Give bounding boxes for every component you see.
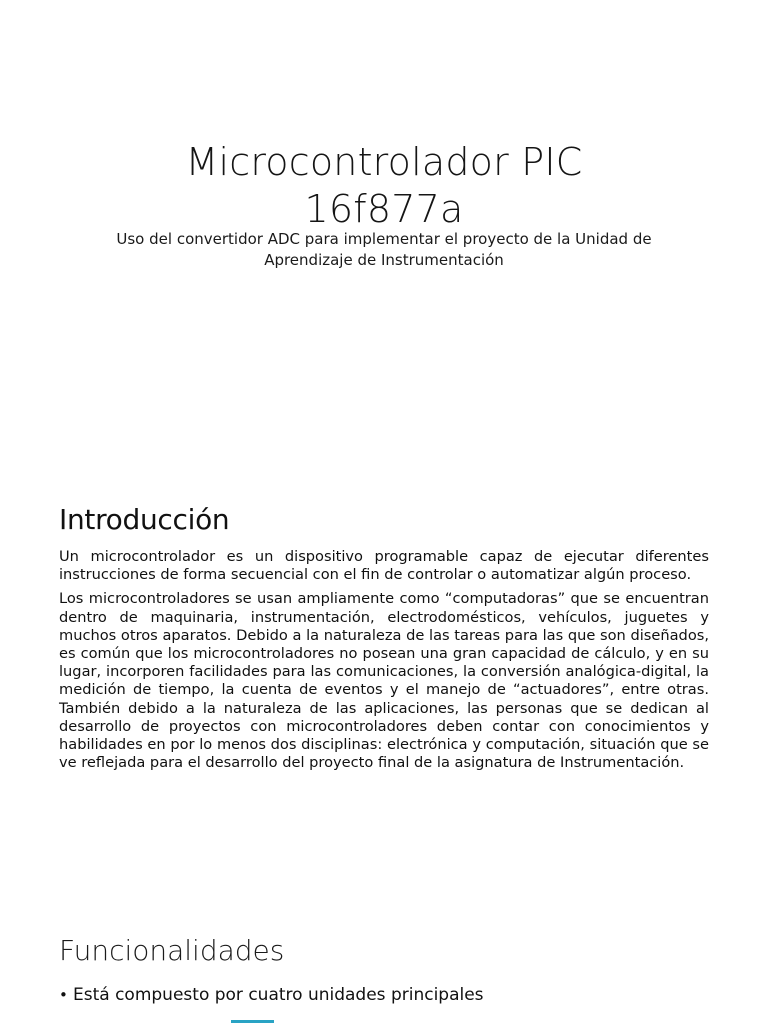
intro-body xyxy=(59,548,709,778)
bullet-text: Está compuesto por cuatro unidades principales xyxy=(73,985,484,1005)
intro-paragraph: Los microcontroladores se usan ampliamente como “computadoras” que se encuentran dentro de maquinaria, instrumentación, electrodomésticos, vehículos, juguetes y muchos otros aparatos. Debido a la naturaleza de las tareas para las que son diseñados, es común que los microcontroladores no posean una gran capacidad de cálculo, y en su lugar, incorporen facilidades para las comunicaciones, la conversión analógica-digital, la medición de tiempo, la cuenta de eventos y el manejo de “actuadores”, entre otras. También debido a la naturaleza de las aplicaciones, las personas que se dedican al desarrollo de proyectos con microcontroladores deben contar con conocimientos y habilidades en por lo menos dos disciplinas: electrónica y computación, situación que se ve reflejada para el desarrollo del proyecto final de la asignatura de Instrumentación. xyxy=(59,590,709,772)
title-line: 16f877a xyxy=(304,187,464,232)
bullet-list xyxy=(59,983,709,1007)
subtitle-line: Aprendizaje de Instrumentación xyxy=(264,251,504,269)
bullet-icon: • xyxy=(59,986,68,1004)
accent-divider xyxy=(231,1020,274,1023)
page-title xyxy=(0,139,768,233)
subtitle xyxy=(84,229,684,271)
subtitle-line: Uso del convertidor ADC para implementar el proyecto de la Unidad de xyxy=(116,230,652,248)
title-line: Microcontrolador PIC xyxy=(185,140,583,185)
list-item xyxy=(59,983,709,1007)
functionalities-heading: Funcionalidades xyxy=(59,934,285,968)
intro-paragraph: Un microcontrolador es un dispositivo programable capaz de ejecutar diferentes instrucciones de forma secuencial con el fin de controlar o automatizar algún proceso. xyxy=(59,548,709,584)
intro-heading: Introducción xyxy=(59,503,230,537)
title-slide xyxy=(0,0,768,430)
